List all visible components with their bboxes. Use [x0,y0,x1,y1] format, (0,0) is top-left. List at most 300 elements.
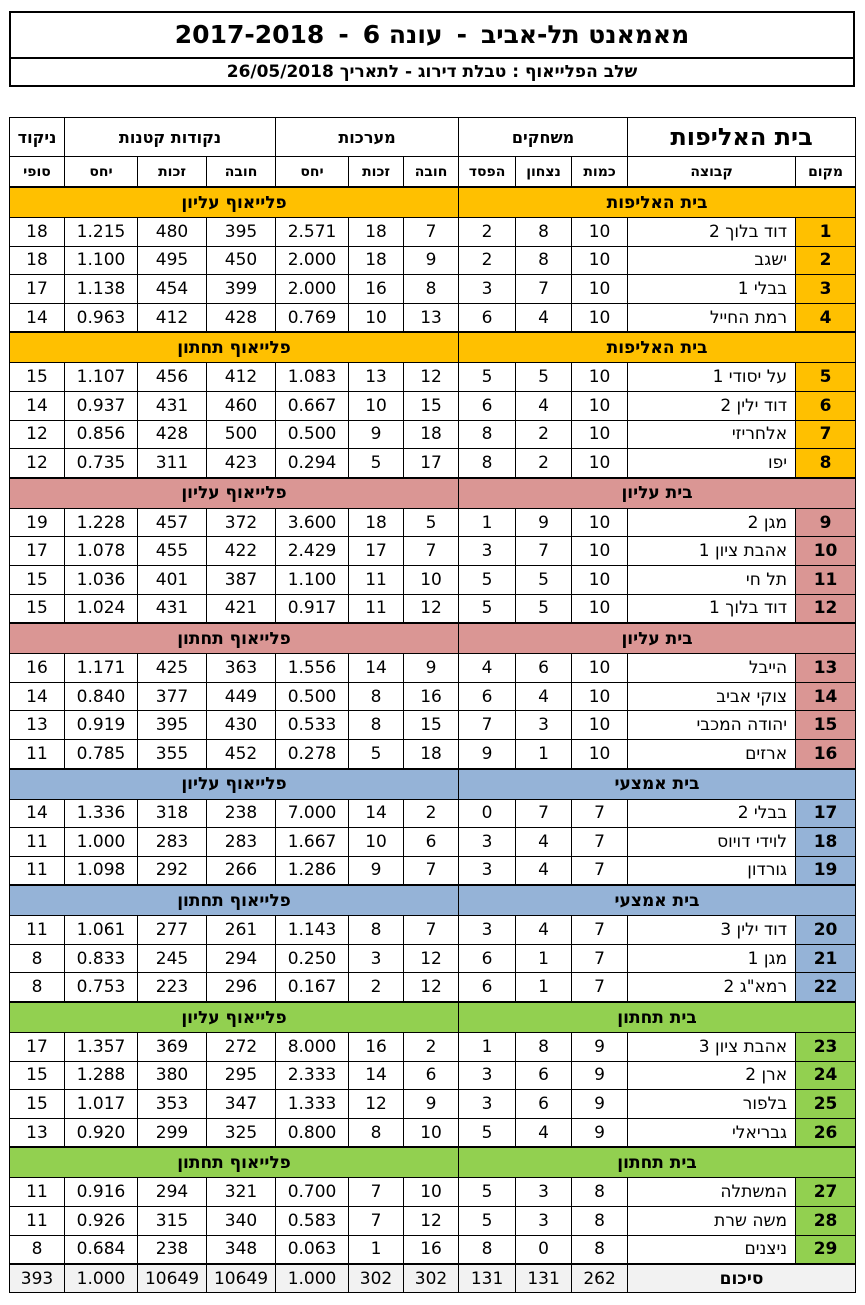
cell-place: 8 [796,449,856,478]
cell-team: בבלי 1 [628,275,796,304]
cell-lost: 5 [459,594,516,623]
cell-final-score: 12 [10,420,65,449]
cell-points-ratio: 0.920 [65,1118,138,1147]
cell-won: 4 [516,828,572,857]
section-header [10,885,856,916]
cell-points-debit: 449 [207,682,276,711]
cell-sets-ratio: 1.083 [276,363,349,392]
cell-place: 14 [796,682,856,711]
cell-sets-ratio: 1.556 [276,654,349,683]
totals-sets-debit: 302 [404,1264,459,1293]
cell-sets-ratio: 2.000 [276,275,349,304]
cell-played: 10 [572,303,628,332]
cell-played: 10 [572,682,628,711]
cell-played: 10 [572,391,628,420]
section-header [10,332,856,363]
cell-played: 10 [572,449,628,478]
cell-won: 1 [516,944,572,973]
section-playoff: פלייאוף עליון [10,187,459,218]
cell-sets-ratio: 0.800 [276,1118,349,1147]
section-playoff: פלייאוף תחתון [10,623,459,654]
cell-lost: 3 [459,828,516,857]
cell-points-debit: 294 [207,944,276,973]
cell-played: 9 [572,1118,628,1147]
cell-team: בלפור [628,1090,796,1119]
cell-points-credit: 277 [138,916,207,945]
cell-points-debit: 238 [207,799,276,828]
cell-lost: 3 [459,275,516,304]
cell-points-credit: 395 [138,711,207,740]
cell-played: 8 [572,1178,628,1207]
cell-played: 10 [572,246,628,275]
cell-place: 23 [796,1033,856,1062]
cell-points-credit: 299 [138,1118,207,1147]
cell-sets-ratio: 8.000 [276,1033,349,1062]
cell-points-debit: 412 [207,363,276,392]
cell-points-debit: 387 [207,565,276,594]
cell-final-score: 11 [10,828,65,857]
cell-lost: 3 [459,537,516,566]
cell-final-score: 15 [10,1090,65,1119]
cell-final-score: 14 [10,303,65,332]
cell-points-ratio: 0.937 [65,391,138,420]
cell-won: 4 [516,856,572,885]
cell-points-credit: 480 [138,218,207,247]
cell-final-score: 15 [10,1061,65,1090]
table-row [10,739,856,768]
cell-sets-ratio: 1.286 [276,856,349,885]
cell-sets-debit: 15 [404,711,459,740]
cell-sets-debit: 10 [404,565,459,594]
cell-sets-debit: 2 [404,1033,459,1062]
table-row [10,594,856,623]
cell-place: 27 [796,1178,856,1207]
cell-played: 10 [572,508,628,537]
section-house: בית עליון [459,623,856,654]
cell-points-credit: 431 [138,594,207,623]
header-row-columns [10,157,856,188]
cell-lost: 4 [459,654,516,683]
cell-sets-ratio: 0.294 [276,449,349,478]
cell-sets-credit: 9 [349,420,404,449]
cell-sets-debit: 7 [404,218,459,247]
cell-sets-credit: 10 [349,303,404,332]
cell-lost: 0 [459,799,516,828]
cell-sets-credit: 13 [349,363,404,392]
table-row [10,218,856,247]
cell-points-debit: 272 [207,1033,276,1062]
cell-played: 7 [572,944,628,973]
table-row [10,1235,856,1264]
col-won: נצחון [516,157,572,188]
cell-won: 9 [516,508,572,537]
totals-points-debit: 10649 [207,1264,276,1293]
cell-place: 19 [796,856,856,885]
table-row [10,973,856,1002]
section-house: בית האליפות [459,332,856,363]
cell-team: על יסודי 1 [628,363,796,392]
cell-points-debit: 452 [207,739,276,768]
table-row [10,246,856,275]
cell-played: 9 [572,1090,628,1119]
cell-lost: 7 [459,711,516,740]
cell-final-score: 14 [10,682,65,711]
cell-sets-credit: 18 [349,246,404,275]
cell-place: 9 [796,508,856,537]
cell-place: 2 [796,246,856,275]
cell-points-ratio: 1.078 [65,537,138,566]
cell-points-ratio: 1.107 [65,363,138,392]
cell-team: משה שרת [628,1207,796,1236]
section-house: בית תחתון [459,1147,856,1178]
cell-place: 13 [796,654,856,683]
cell-won: 7 [516,537,572,566]
cell-sets-ratio: 1.333 [276,1090,349,1119]
cell-final-score: 13 [10,1118,65,1147]
cell-points-debit: 428 [207,303,276,332]
cell-points-ratio: 0.785 [65,739,138,768]
cell-points-credit: 318 [138,799,207,828]
cell-sets-ratio: 0.063 [276,1235,349,1264]
cell-sets-credit: 11 [349,594,404,623]
cell-lost: 1 [459,1033,516,1062]
cell-won: 4 [516,1118,572,1147]
cell-lost: 5 [459,1118,516,1147]
cell-points-credit: 283 [138,828,207,857]
cell-sets-debit: 12 [404,1207,459,1236]
cell-team: תל חי [628,565,796,594]
cell-place: 17 [796,799,856,828]
table-row [10,565,856,594]
cell-place: 22 [796,973,856,1002]
cell-played: 7 [572,856,628,885]
totals-points-credit: 10649 [138,1264,207,1293]
cell-sets-credit: 14 [349,654,404,683]
cell-lost: 1 [459,508,516,537]
cell-team: צוקי אביב [628,682,796,711]
cell-played: 7 [572,828,628,857]
standings-table [9,117,856,1293]
cell-played: 10 [572,654,628,683]
cell-points-debit: 340 [207,1207,276,1236]
cell-lost: 6 [459,682,516,711]
cell-points-ratio: 0.833 [65,944,138,973]
cell-sets-debit: 18 [404,739,459,768]
cell-points-debit: 422 [207,537,276,566]
cell-sets-ratio: 0.667 [276,391,349,420]
totals-points-ratio: 1.000 [65,1264,138,1293]
cell-team: דוד ילין 2 [628,391,796,420]
cell-lost: 5 [459,1207,516,1236]
cell-lost: 3 [459,916,516,945]
cell-points-credit: 238 [138,1235,207,1264]
cell-final-score: 17 [10,275,65,304]
cell-points-credit: 294 [138,1178,207,1207]
cell-sets-debit: 7 [404,916,459,945]
cell-team: דוד ילין 3 [628,916,796,945]
totals-label: סיכום [628,1264,856,1293]
cell-sets-debit: 9 [404,654,459,683]
cell-points-credit: 223 [138,973,207,1002]
cell-points-debit: 325 [207,1118,276,1147]
cell-points-ratio: 1.171 [65,654,138,683]
cell-points-ratio: 0.735 [65,449,138,478]
section-house: בית אמצעי [459,885,856,916]
section-playoff: פלייאוף עליון [10,478,459,509]
cell-place: 11 [796,565,856,594]
cell-sets-credit: 11 [349,565,404,594]
cell-points-credit: 457 [138,508,207,537]
cell-sets-ratio: 0.769 [276,303,349,332]
col-place: מקום [796,157,856,188]
cell-points-debit: 395 [207,218,276,247]
cell-final-score: 13 [10,711,65,740]
cell-sets-debit: 9 [404,1090,459,1119]
cell-won: 6 [516,1061,572,1090]
cell-sets-debit: 12 [404,363,459,392]
cell-points-debit: 460 [207,391,276,420]
cell-sets-credit: 17 [349,537,404,566]
cell-sets-credit: 9 [349,856,404,885]
cell-team: אהבת ציון 1 [628,537,796,566]
table-row [10,1178,856,1207]
cell-sets-credit: 14 [349,1061,404,1090]
col-sets-debit: חובה [404,157,459,188]
cell-final-score: 11 [10,739,65,768]
cell-points-ratio: 1.138 [65,275,138,304]
cell-sets-credit: 10 [349,828,404,857]
col-points-ratio: יחס [65,157,138,188]
cell-sets-debit: 16 [404,682,459,711]
cell-team: רמא"ג 2 [628,973,796,1002]
cell-played: 10 [572,363,628,392]
table-row [10,275,856,304]
col-points-debit: חובה [207,157,276,188]
header-row-groups [10,118,856,157]
cell-final-score: 18 [10,218,65,247]
table-row [10,303,856,332]
cell-played: 10 [572,565,628,594]
cell-sets-debit: 16 [404,1235,459,1264]
cell-sets-credit: 7 [349,1178,404,1207]
cell-team: בבלי 2 [628,799,796,828]
page-subtitle: שלב הפלייאוף : טבלת דירוג - לתאריך 26/05/2018 [9,57,855,87]
cell-won: 1 [516,973,572,1002]
col-sets-ratio: יחס [276,157,349,188]
cell-final-score: 17 [10,537,65,566]
cell-points-ratio: 1.000 [65,828,138,857]
cell-lost: 6 [459,944,516,973]
cell-place: 15 [796,711,856,740]
cell-team: לוידי דויוס [628,828,796,857]
cell-final-score: 14 [10,391,65,420]
cell-points-credit: 495 [138,246,207,275]
table-row [10,391,856,420]
cell-won: 8 [516,246,572,275]
cell-played: 10 [572,537,628,566]
cell-lost: 8 [459,420,516,449]
totals-lost: 131 [459,1264,516,1293]
cell-team: ניצנים [628,1235,796,1264]
cell-place: 3 [796,275,856,304]
cell-played: 10 [572,711,628,740]
cell-won: 7 [516,275,572,304]
cell-sets-credit: 16 [349,1033,404,1062]
cell-sets-ratio: 2.000 [276,246,349,275]
cell-points-credit: 355 [138,739,207,768]
cell-sets-ratio: 2.571 [276,218,349,247]
cell-won: 4 [516,303,572,332]
cell-sets-debit: 8 [404,275,459,304]
cell-team: מגן 2 [628,508,796,537]
section-house: בית עליון [459,478,856,509]
table-row [10,654,856,683]
cell-place: 21 [796,944,856,973]
cell-points-credit: 292 [138,856,207,885]
cell-place: 28 [796,1207,856,1236]
cell-points-ratio: 1.215 [65,218,138,247]
cell-final-score: 8 [10,944,65,973]
section-header [10,623,856,654]
table-row [10,449,856,478]
cell-won: 4 [516,682,572,711]
cell-final-score: 11 [10,1178,65,1207]
points-group-header: נקודות קטנות [65,118,276,157]
cell-points-credit: 456 [138,363,207,392]
cell-sets-ratio: 7.000 [276,799,349,828]
cell-final-score: 15 [10,594,65,623]
cell-team: הייבל [628,654,796,683]
cell-sets-credit: 5 [349,739,404,768]
cell-team: יהודה המכבי [628,711,796,740]
section-playoff: פלייאוף עליון [10,1002,459,1033]
cell-won: 1 [516,739,572,768]
cell-won: 3 [516,1207,572,1236]
totals-sets-ratio: 1.000 [276,1264,349,1293]
cell-points-debit: 423 [207,449,276,478]
section-header [10,1002,856,1033]
cell-won: 5 [516,565,572,594]
table-row [10,682,856,711]
cell-sets-ratio: 1.143 [276,916,349,945]
cell-points-ratio: 0.684 [65,1235,138,1264]
cell-place: 18 [796,828,856,857]
cell-sets-ratio: 0.533 [276,711,349,740]
table-row [10,508,856,537]
cell-place: 25 [796,1090,856,1119]
cell-won: 0 [516,1235,572,1264]
cell-won: 7 [516,799,572,828]
cell-sets-debit: 5 [404,508,459,537]
cell-sets-debit: 6 [404,1061,459,1090]
cell-final-score: 11 [10,916,65,945]
cell-sets-ratio: 1.667 [276,828,349,857]
cell-lost: 2 [459,218,516,247]
season-years: 2017-2018 [174,20,325,49]
cell-sets-credit: 10 [349,391,404,420]
cell-points-ratio: 1.098 [65,856,138,885]
totals-played: 262 [572,1264,628,1293]
cell-points-credit: 369 [138,1033,207,1062]
games-group-header: משחקים [459,118,628,157]
cell-points-debit: 363 [207,654,276,683]
cell-played: 10 [572,739,628,768]
cell-sets-ratio: 1.100 [276,565,349,594]
cell-points-credit: 412 [138,303,207,332]
cell-team: מגן 1 [628,944,796,973]
cell-sets-credit: 7 [349,1207,404,1236]
cell-lost: 5 [459,363,516,392]
table-row [10,916,856,945]
cell-points-debit: 399 [207,275,276,304]
table-row [10,537,856,566]
cell-won: 6 [516,1090,572,1119]
cell-place: 1 [796,218,856,247]
table-row [10,420,856,449]
totals-won: 131 [516,1264,572,1293]
section-house: בית אמצעי [459,769,856,800]
cell-points-ratio: 0.753 [65,973,138,1002]
cell-played: 10 [572,420,628,449]
cell-played: 10 [572,594,628,623]
section-house: בית האליפות [459,187,856,218]
cell-place: 6 [796,391,856,420]
cell-points-ratio: 1.336 [65,799,138,828]
cell-points-ratio: 1.024 [65,594,138,623]
cell-won: 4 [516,391,572,420]
cell-points-debit: 450 [207,246,276,275]
col-sets-credit: זכות [349,157,404,188]
totals-row [10,1264,856,1293]
cell-lost: 3 [459,1061,516,1090]
section-playoff: פלייאוף תחתון [10,885,459,916]
cell-points-credit: 431 [138,391,207,420]
cell-points-debit: 283 [207,828,276,857]
cell-won: 8 [516,1033,572,1062]
cell-lost: 8 [459,1235,516,1264]
cell-points-ratio: 0.919 [65,711,138,740]
section-header [10,769,856,800]
cell-sets-credit: 5 [349,449,404,478]
cell-place: 16 [796,739,856,768]
cell-place: 24 [796,1061,856,1090]
cell-lost: 6 [459,391,516,420]
col-lost: הפסד [459,157,516,188]
table-row [10,1207,856,1236]
cell-team: המשתלה [628,1178,796,1207]
cell-sets-ratio: 0.917 [276,594,349,623]
table-row [10,828,856,857]
cell-lost: 3 [459,856,516,885]
cell-final-score: 11 [10,856,65,885]
cell-team: דוד בלוך 1 [628,594,796,623]
totals-score: 393 [10,1264,65,1293]
cell-won: 6 [516,654,572,683]
cell-lost: 5 [459,1178,516,1207]
cell-sets-ratio: 0.278 [276,739,349,768]
cell-sets-ratio: 0.500 [276,420,349,449]
cell-played: 8 [572,1207,628,1236]
cell-won: 3 [516,1178,572,1207]
cell-points-ratio: 1.228 [65,508,138,537]
cell-sets-ratio: 3.600 [276,508,349,537]
table-row [10,1090,856,1119]
table-row [10,363,856,392]
cell-sets-ratio: 0.167 [276,973,349,1002]
cell-sets-debit: 12 [404,594,459,623]
cell-sets-debit: 9 [404,246,459,275]
cell-final-score: 14 [10,799,65,828]
